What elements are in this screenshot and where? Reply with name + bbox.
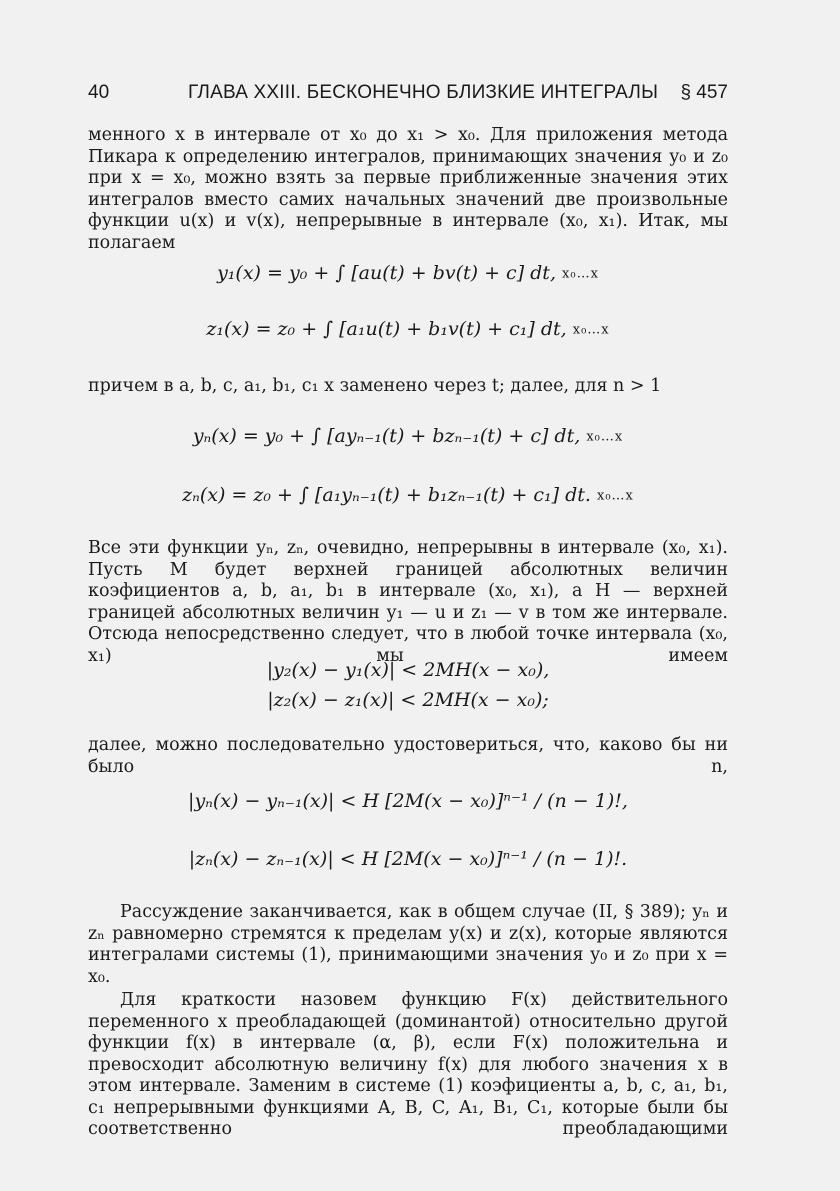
paragraph-bounds: Все эти функции yₙ, zₙ, очевидно, непрерывны в интервале (x₀, x₁). Пусть M будет верхней границей абсолютных величин коэфициентов a, b, a₁, b₁ в интервале (x₀, x₁), а H — верхней границей абсолютных величин y₁ — u и z₁ — v в том же интервале. Отсюда непосредственно следует, что в любой точке интервала (x₀, x₁) мы имеем xyxy=(88,538,728,666)
paragraph-intro: менного x в интервале от x₀ до x₁ > x₀. Для приложения метода Пикара к определению интегралов, принимающих значения y₀ и z₀ при x = x₀, можно взять за первые приближенные значения этих интегралов вместо самих начальных значений две произвольные функции u(x) и v(x), непрерывные в интервале (x₀, x₁). Итак, мы полагаем xyxy=(88,125,728,253)
equation-diff-yn: |yₙ(x) − yₙ₋₁(x)| < H [2M(x − x₀)]ⁿ⁻¹ / (n − 1)!, xyxy=(188,790,628,812)
integral-limits: x₀…x xyxy=(572,322,610,338)
equation-diff-z: |z₂(x) − z₁(x)| < 2MH(x − x₀); xyxy=(267,689,549,711)
equation-yn: yₙ(x) = y₀ + ∫ [ayₙ₋₁(t) + bzₙ₋₁(t) + c] dt, x₀…x xyxy=(192,425,624,447)
equation-z1: z₁(x) = z₀ + ∫ [a₁u(t) + b₁v(t) + c₁] dt, x₀…x xyxy=(206,318,610,340)
equation-y1: y₁(x) = y₀ + ∫ [au(t) + bv(t) + c] dt, x₀…x xyxy=(217,262,599,284)
page-number: 40 xyxy=(88,82,110,103)
equation-zn: zₙ(x) = z₀ + ∫ [a₁yₙ₋₁(t) + b₁zₙ₋₁(t) + c₁] dt. x₀…x xyxy=(182,484,634,506)
integral-limits: x₀…x xyxy=(597,488,634,504)
chapter-title: ГЛАВА XXIII. БЕСКОНЕЧНО БЛИЗКИЕ ИНТЕГРАЛЫ xyxy=(188,82,659,103)
integral-limits: x₀…x xyxy=(562,266,599,282)
equation-diff-zn: |zₙ(x) − zₙ₋₁(x)| < H [2M(x − x₀)]ⁿ⁻¹ / (n − 1)!. xyxy=(188,848,628,870)
paragraph-successive: далее, можно последовательно удостовериться, что, каково бы ни было n, xyxy=(88,735,728,777)
paragraph-replacement: причем в a, b, c, a₁, b₁, c₁ x заменено через t; далее, для n > 1 xyxy=(88,376,662,396)
section-number: § 457 xyxy=(680,82,728,103)
equation-diff-y: |y₂(x) − y₁(x)| < 2MH(x − x₀), xyxy=(266,659,550,681)
paragraph-conclusion: Рассуждение заканчивается, как в общем случае (II, § 389); yₙ и zₙ равномерно стремятся к пределам y(x) и z(x), которые являются интегралами системы (1), принимающими значения y₀ и z₀ при x = x₀. xyxy=(88,902,728,987)
paragraph-dominant: Для краткости назовем функцию F(x) действительного переменного x преобладающей (доминантой) относительно другой функции f(x) в интервале (α, β), если F(x) положительна и превосходит абсолютную величину f(x) для любого значения x в этом интервале. Заменим в системе (1) коэфициенты a, b, c, a₁, b₁, c₁ непрерывными функциями A, B, C, A₁, B₁, C₁, которые были бы соответственно преобладающими xyxy=(88,990,728,1139)
integral-limits: x₀…x xyxy=(586,429,624,445)
